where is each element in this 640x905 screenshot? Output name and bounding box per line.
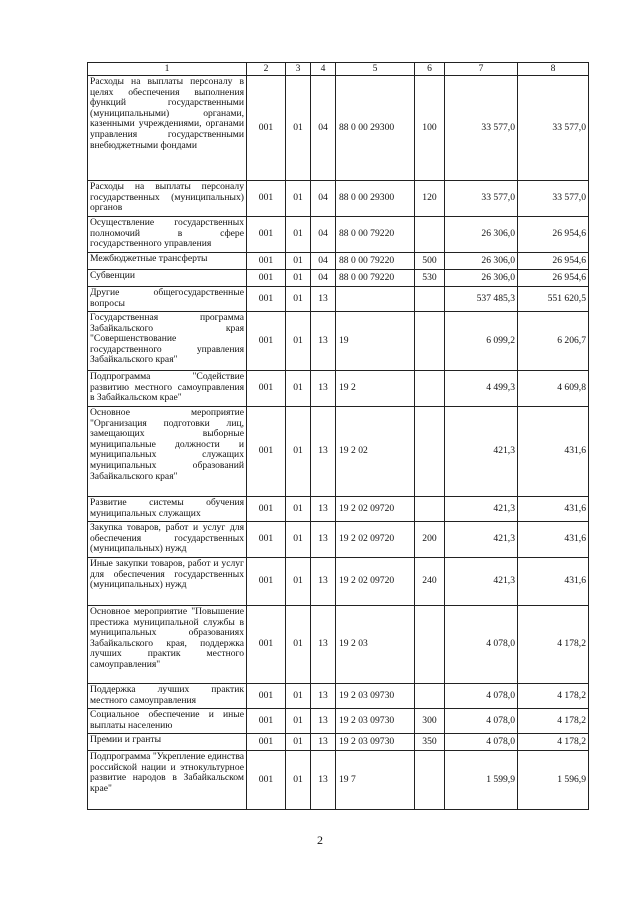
row-name-cell: Иные закупки товаров, работ и услуг для обеспечения государственных (муниципальных) нужд <box>88 558 247 606</box>
row-name-cell: Подпрограмма "Содействие развитию местного самоуправления в Забайкальском крае" <box>88 371 247 407</box>
admin-code-cell: 001 <box>247 606 286 684</box>
amount-year1-cell: 537 485,3 <box>445 287 518 312</box>
target-article-cell: 19 2 03 09730 <box>336 709 415 734</box>
subsection-cell: 13 <box>311 558 336 606</box>
expense-type-cell <box>415 312 445 371</box>
row-name-cell: Государственная программа Забайкальского края "Совершенствование государственного управления Забайкальского края" <box>88 312 247 371</box>
amount-year1-cell: 26 306,0 <box>445 253 518 270</box>
amount-year2-cell: 33 577,0 <box>518 76 589 181</box>
target-article-cell: 19 2 03 09730 <box>336 734 415 751</box>
amount-year2-cell: 431,6 <box>518 558 589 606</box>
table-row <box>88 606 589 684</box>
expense-type-cell: 350 <box>415 734 445 751</box>
section-cell: 01 <box>286 522 311 558</box>
table-row <box>88 407 589 497</box>
admin-code-cell: 001 <box>247 751 286 810</box>
amount-year2-cell: 431,6 <box>518 497 589 522</box>
row-name-cell: Основное мероприятие "Повышение престижа муниципальной службы в муниципальных образованиях Забайкальского края, поддержка лучших практик местного самоуправления" <box>88 606 247 684</box>
table-row <box>88 270 589 287</box>
table-row <box>88 287 589 312</box>
section-cell: 01 <box>286 312 311 371</box>
subsection-cell: 04 <box>311 253 336 270</box>
amount-year1-cell: 421,3 <box>445 558 518 606</box>
row-name-cell: Премии и гранты <box>88 734 247 751</box>
target-article-cell: 19 2 03 09730 <box>336 684 415 709</box>
section-cell: 01 <box>286 734 311 751</box>
subsection-cell: 04 <box>311 181 336 217</box>
amount-year2-cell: 551 620,5 <box>518 287 589 312</box>
amount-year1-cell: 421,3 <box>445 407 518 497</box>
expense-type-cell: 100 <box>415 76 445 181</box>
expense-type-cell: 500 <box>415 253 445 270</box>
row-name-cell: Осуществление государственных полномочий в сфере государственного управления <box>88 217 247 253</box>
table-row <box>88 181 589 217</box>
subsection-cell: 13 <box>311 606 336 684</box>
target-article-cell: 19 2 <box>336 371 415 407</box>
subsection-cell: 13 <box>311 734 336 751</box>
target-article-cell: 88 0 00 29300 <box>336 76 415 181</box>
budget-table <box>87 62 589 810</box>
section-cell: 01 <box>286 709 311 734</box>
expense-type-cell <box>415 751 445 810</box>
target-article-cell: 19 7 <box>336 751 415 810</box>
column-header: 8 <box>518 63 589 76</box>
amount-year2-cell: 26 954,6 <box>518 270 589 287</box>
expense-type-cell <box>415 371 445 407</box>
table-header-row <box>88 63 589 76</box>
expense-type-cell: 200 <box>415 522 445 558</box>
column-header: 7 <box>445 63 518 76</box>
table-row <box>88 371 589 407</box>
target-article-cell: 88 0 00 29300 <box>336 181 415 217</box>
column-header: 4 <box>311 63 336 76</box>
amount-year2-cell: 4 609,8 <box>518 371 589 407</box>
amount-year1-cell: 26 306,0 <box>445 270 518 287</box>
table-row <box>88 217 589 253</box>
section-cell: 01 <box>286 606 311 684</box>
admin-code-cell: 001 <box>247 734 286 751</box>
subsection-cell: 13 <box>311 751 336 810</box>
amount-year1-cell: 33 577,0 <box>445 76 518 181</box>
expense-type-cell: 300 <box>415 709 445 734</box>
amount-year1-cell: 4 078,0 <box>445 734 518 751</box>
subsection-cell: 13 <box>311 522 336 558</box>
subsection-cell: 13 <box>311 287 336 312</box>
admin-code-cell: 001 <box>247 709 286 734</box>
row-name-cell: Социальное обеспечение и иные выплаты населению <box>88 709 247 734</box>
subsection-cell: 04 <box>311 76 336 181</box>
column-header: 3 <box>286 63 311 76</box>
expense-type-cell <box>415 497 445 522</box>
row-name-cell: Поддержка лучших практик местного самоуправления <box>88 684 247 709</box>
subsection-cell: 13 <box>311 407 336 497</box>
admin-code-cell: 001 <box>247 371 286 407</box>
column-header: 6 <box>415 63 445 76</box>
table-row <box>88 751 589 810</box>
table-row <box>88 497 589 522</box>
expense-type-cell <box>415 407 445 497</box>
row-name-cell: Закупка товаров, работ и услуг для обеспечения государственных (муниципальных) нужд <box>88 522 247 558</box>
amount-year1-cell: 33 577,0 <box>445 181 518 217</box>
section-cell: 01 <box>286 684 311 709</box>
table-row <box>88 709 589 734</box>
amount-year2-cell: 4 178,2 <box>518 606 589 684</box>
row-name-cell: Расходы на выплаты персоналу государственных (муниципальных) органов <box>88 181 247 217</box>
admin-code-cell: 001 <box>247 497 286 522</box>
amount-year2-cell: 6 206,7 <box>518 312 589 371</box>
table-row <box>88 684 589 709</box>
subsection-cell: 13 <box>311 312 336 371</box>
section-cell: 01 <box>286 253 311 270</box>
row-name-cell: Развитие системы обучения муниципальных служащих <box>88 497 247 522</box>
section-cell: 01 <box>286 371 311 407</box>
section-cell: 01 <box>286 181 311 217</box>
subsection-cell: 04 <box>311 217 336 253</box>
subsection-cell: 04 <box>311 270 336 287</box>
table-row <box>88 312 589 371</box>
amount-year1-cell: 6 099,2 <box>445 312 518 371</box>
amount-year2-cell: 26 954,6 <box>518 253 589 270</box>
admin-code-cell: 001 <box>247 76 286 181</box>
admin-code-cell: 001 <box>247 217 286 253</box>
row-name-cell: Основное мероприятие "Организация подготовки лиц, замещающих выборные муниципальные должности и муниципальных служащих муниципальных образований Забайкальского края" <box>88 407 247 497</box>
section-cell: 01 <box>286 407 311 497</box>
table-row <box>88 558 589 606</box>
admin-code-cell: 001 <box>247 270 286 287</box>
section-cell: 01 <box>286 217 311 253</box>
target-article-cell: 88 0 00 79220 <box>336 270 415 287</box>
target-article-cell: 19 <box>336 312 415 371</box>
subsection-cell: 13 <box>311 371 336 407</box>
amount-year2-cell: 4 178,2 <box>518 709 589 734</box>
expense-type-cell <box>415 606 445 684</box>
column-header: 5 <box>336 63 415 76</box>
section-cell: 01 <box>286 76 311 181</box>
amount-year2-cell: 26 954,6 <box>518 217 589 253</box>
amount-year2-cell: 33 577,0 <box>518 181 589 217</box>
amount-year1-cell: 1 599,9 <box>445 751 518 810</box>
expense-type-cell: 530 <box>415 270 445 287</box>
table-row <box>88 253 589 270</box>
section-cell: 01 <box>286 497 311 522</box>
admin-code-cell: 001 <box>247 558 286 606</box>
amount-year1-cell: 4 078,0 <box>445 709 518 734</box>
amount-year2-cell: 4 178,2 <box>518 684 589 709</box>
table-row <box>88 734 589 751</box>
subsection-cell: 13 <box>311 709 336 734</box>
expense-type-cell: 240 <box>415 558 445 606</box>
row-name-cell: Другие общегосударственные вопросы <box>88 287 247 312</box>
expense-type-cell <box>415 217 445 253</box>
amount-year1-cell: 4 078,0 <box>445 606 518 684</box>
amount-year2-cell: 1 596,9 <box>518 751 589 810</box>
row-name-cell: Подпрограмма "Укрепление единства российской нации и этнокультурное развитие народов в Забайкальском крае" <box>88 751 247 810</box>
target-article-cell: 19 2 03 <box>336 606 415 684</box>
subsection-cell: 13 <box>311 497 336 522</box>
target-article-cell: 88 0 00 79220 <box>336 253 415 270</box>
section-cell: 01 <box>286 287 311 312</box>
section-cell: 01 <box>286 751 311 810</box>
admin-code-cell: 001 <box>247 522 286 558</box>
subsection-cell: 13 <box>311 684 336 709</box>
amount-year1-cell: 421,3 <box>445 522 518 558</box>
section-cell: 01 <box>286 270 311 287</box>
admin-code-cell: 001 <box>247 312 286 371</box>
admin-code-cell: 001 <box>247 407 286 497</box>
row-name-cell: Субвенции <box>88 270 247 287</box>
amount-year2-cell: 431,6 <box>518 407 589 497</box>
row-name-cell: Расходы на выплаты персоналу в целях обеспечения выполнения функций государственными (муниципальными) органами, казенными учреждениями, органами управления государственными внебюджетными фондами <box>88 76 247 181</box>
admin-code-cell: 001 <box>247 287 286 312</box>
amount-year1-cell: 4 499,3 <box>445 371 518 407</box>
expense-type-cell: 120 <box>415 181 445 217</box>
admin-code-cell: 001 <box>247 684 286 709</box>
expense-type-cell <box>415 684 445 709</box>
admin-code-cell: 001 <box>247 253 286 270</box>
expense-type-cell <box>415 287 445 312</box>
target-article-cell: 19 2 02 09720 <box>336 558 415 606</box>
target-article-cell: 19 2 02 09720 <box>336 497 415 522</box>
page-number: 2 <box>317 833 323 847</box>
table-row <box>88 522 589 558</box>
amount-year1-cell: 26 306,0 <box>445 217 518 253</box>
column-header: 2 <box>247 63 286 76</box>
target-article-cell: 19 2 02 <box>336 407 415 497</box>
target-article-cell: 88 0 00 79220 <box>336 217 415 253</box>
admin-code-cell: 001 <box>247 181 286 217</box>
target-article-cell: 19 2 02 09720 <box>336 522 415 558</box>
column-header: 1 <box>88 63 247 76</box>
amount-year2-cell: 431,6 <box>518 522 589 558</box>
target-article-cell <box>336 287 415 312</box>
section-cell: 01 <box>286 558 311 606</box>
amount-year1-cell: 421,3 <box>445 497 518 522</box>
amount-year2-cell: 4 178,2 <box>518 734 589 751</box>
table-row <box>88 76 589 181</box>
amount-year1-cell: 4 078,0 <box>445 684 518 709</box>
row-name-cell: Межбюджетные трансферты <box>88 253 247 270</box>
